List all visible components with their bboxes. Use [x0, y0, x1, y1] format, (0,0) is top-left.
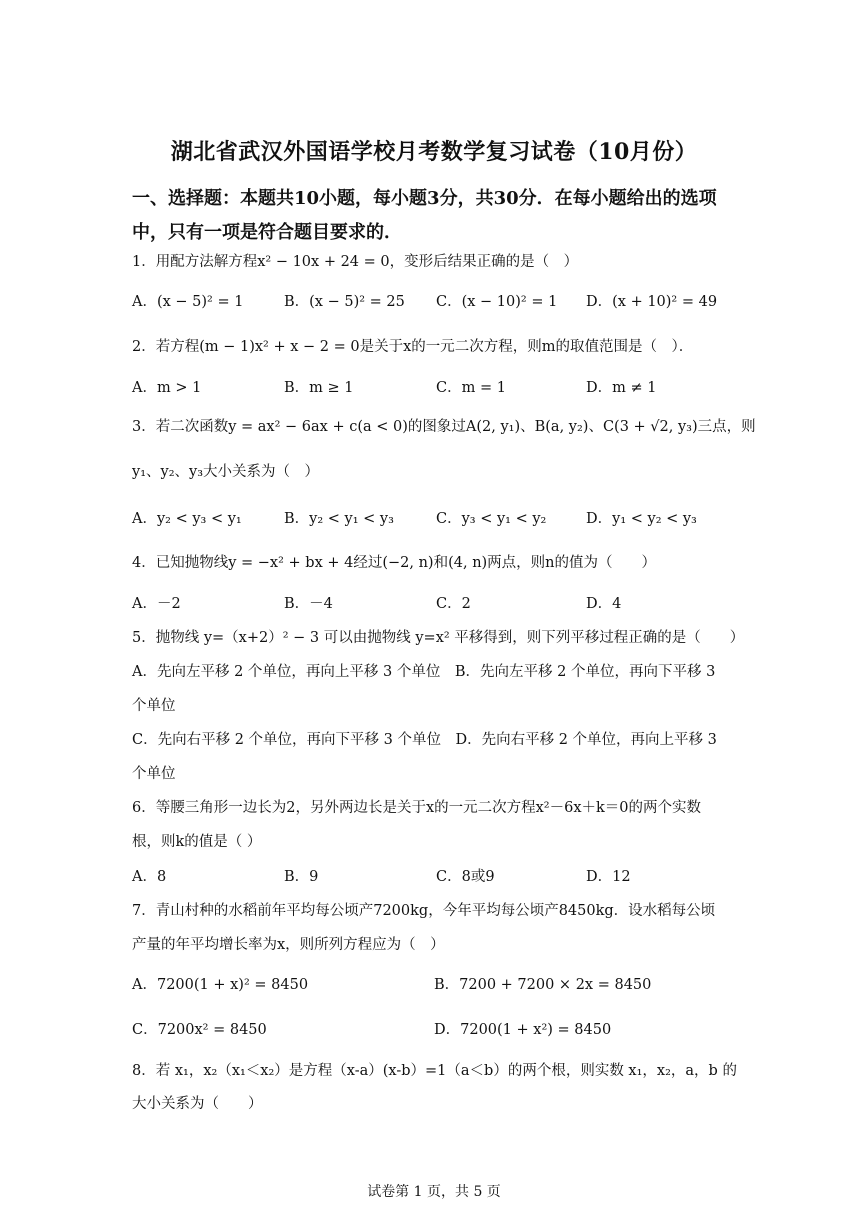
- question-6-option-d: D．12: [586, 869, 631, 885]
- question-8-stem: 8．若 x₁，x₂（x₁＜x₂）是方程（x-a）(x-b）=1（a＜b）的两个根，则实数 x₁，x₂，a，b 的: [132, 1063, 737, 1079]
- question-7-stem-cont: 产量的年平均增长率为x，则所列方程应为（ ）: [132, 937, 445, 953]
- section-heading: 一、选择题：本题共10小题，每小题3分，共30分．在每小题给出的选项中，只有一项是符合题目要求的．: [132, 188, 717, 243]
- question-6-option-a: A．8: [132, 869, 167, 885]
- page-title: 湖北省武汉外国语学校月考数学复习试卷（10月份）: [170, 139, 698, 165]
- question-4-option-d: D．4: [586, 596, 622, 612]
- question-2-option-c: C．m = 1: [436, 380, 506, 396]
- question-8-stem-cont: 大小关系为（ ）: [132, 1096, 263, 1112]
- question-7-option-d: D．7200(1 + x²) = 8450: [434, 1022, 612, 1038]
- question-5-options-line-4: 个单位: [132, 766, 176, 782]
- question-5-options-line-2: 个单位: [132, 698, 176, 714]
- question-7-option-c: C．7200x² = 8450: [132, 1022, 267, 1038]
- question-5-stem: 5．抛物线 y=（x+2）² − 3 可以由抛物线 y=x² 平移得到，则下列平移过程正确的是（ ）: [132, 630, 745, 646]
- question-2-option-d: D．m ≠ 1: [586, 380, 657, 396]
- question-6-stem-cont: 根，则k的值是（ ）: [132, 834, 262, 850]
- question-3-option-b: B．y₂ < y₁ < y₃: [284, 511, 394, 527]
- question-4-option-a: A．－2: [132, 596, 181, 612]
- question-4-option-b: B．－4: [284, 596, 333, 612]
- question-3-stem-cont: y₁、y₂、y₃大小关系为（ ）: [132, 464, 320, 480]
- question-6-option-b: B．9: [284, 869, 319, 885]
- question-1-stem: 1．用配方法解方程x² − 10x + 24 = 0，变形后结果正确的是（ ）: [132, 254, 579, 270]
- question-7-option-a: A．7200(1 + x)² = 8450: [132, 977, 309, 993]
- question-3-option-c: C．y₃ < y₁ < y₂: [436, 511, 547, 527]
- question-4-stem: 4．已知抛物线y = −x² + bx + 4经过(−2, n)和(4, n)两点，则n的值为（ ）: [132, 555, 657, 571]
- question-2-stem: 2．若方程(m − 1)x² + x − 2 = 0是关于x的一元二次方程，则m的取值范围是（ ）．: [132, 339, 694, 355]
- question-7-stem: 7．青山村种的水稻前年平均每公顷产7200kg，今年平均每公顷产8450kg．设水稻每公顷: [132, 903, 716, 919]
- question-1-option-c: C．(x − 10)² = 1: [436, 294, 558, 310]
- question-1-option-d: D．(x + 10)² = 49: [586, 294, 718, 310]
- question-6-option-c: C．8或9: [436, 869, 495, 885]
- question-2-option-b: B．m ≥ 1: [284, 380, 354, 396]
- question-6-stem: 6．等腰三角形一边长为2，另外两边长是关于x的一元二次方程x²－6x＋k＝0的两个实数: [132, 800, 702, 816]
- question-4-option-c: C．2: [436, 596, 471, 612]
- question-5-options-line-3: C．先向右平移 2 个单位，再向下平移 3 个单位 D．先向右平移 2 个单位，再向上平移 3: [132, 732, 717, 748]
- question-3-option-d: D．y₁ < y₂ < y₃: [586, 511, 697, 527]
- question-3-stem: 3．若二次函数y = ax² − 6ax + c(a < 0)的图象过A(2, y₁)、B(a, y₂)、C(3 + √2, y₃)三点，则: [132, 419, 756, 435]
- question-3-option-a: A．y₂ < y₃ < y₁: [132, 511, 242, 527]
- question-1-option-a: A．(x − 5)² = 1: [132, 294, 244, 310]
- page-footer: 试卷第 1 页，共 5 页: [367, 1184, 501, 1200]
- question-2-option-a: A．m > 1: [132, 380, 202, 396]
- question-5-options-line-1: A．先向左平移 2 个单位，再向上平移 3 个单位 B．先向左平移 2 个单位，再向下平移 3: [132, 664, 716, 680]
- question-7-option-b: B．7200 + 7200 × 2x = 8450: [434, 977, 652, 993]
- question-1-option-b: B．(x − 5)² = 25: [284, 294, 405, 310]
